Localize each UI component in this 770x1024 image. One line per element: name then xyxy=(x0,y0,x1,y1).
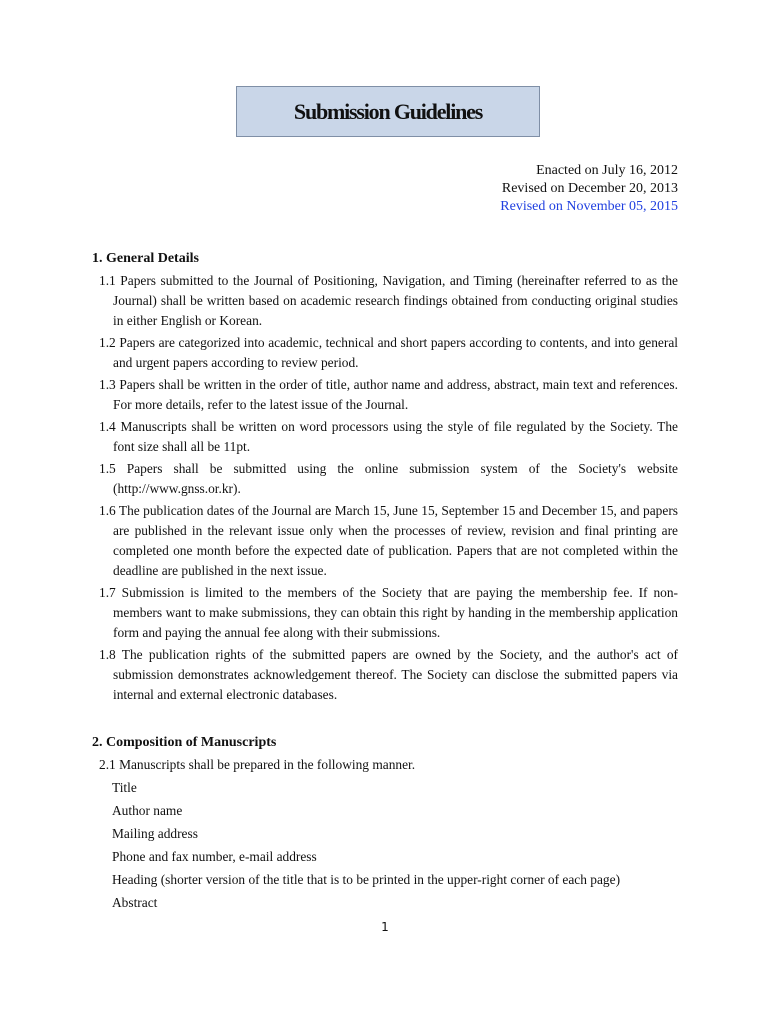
clause-2-1: 2.1 Manuscripts shall be prepared in the following manner. xyxy=(99,757,416,772)
list-item: Heading (shorter version of the title that is to be printed in the upper-right corner of each page) xyxy=(112,872,621,887)
revised-date-2: Revised on November 05, 2015 xyxy=(500,199,678,214)
revised-date-1: Revised on December 20, 2013 xyxy=(501,181,678,196)
title-box xyxy=(236,86,540,137)
page-number: 1 xyxy=(381,920,389,934)
list-item: Abstract xyxy=(112,895,158,910)
clause-1-2: 1.2 Papers are categorized into academic, technical and short papers according to contents, and into general and urgent papers according to review period. xyxy=(99,335,678,370)
enacted-date: Enacted on July 16, 2012 xyxy=(536,163,678,178)
clause-1-5: 1.5 Papers shall be submitted using the online submission system of the Society's website (http://www.gnss.or.kr). xyxy=(99,461,678,496)
document-body xyxy=(92,249,678,916)
section-heading: 2. Composition of Manuscripts xyxy=(92,735,277,750)
section-general-details xyxy=(92,249,678,705)
page-title: Submission Guidelines xyxy=(293,98,483,124)
clause-1-4: 1.4 Manuscripts shall be written on word processors using the style of file regulated by the Society. The font size shall all be 11pt. xyxy=(99,419,678,454)
clause-1-6: 1.6 The publication dates of the Journal are March 15, June 15, September 15 and December 15, and papers are published in the relevant issue only when the processes of review, revision and final printing are completed one month before the expected date of publication. Papers that are not completed within the deadline are published in the next issue. xyxy=(99,503,678,578)
section-spacer xyxy=(92,707,678,733)
list-item: Phone and fax number, e-mail address xyxy=(112,849,317,864)
clause-1-8: 1.8 The publication rights of the submitted papers are owned by the Society, and the author's act of submission demonstrates acknowledgement thereof. The Society can disclose the submitted papers via internal and external electronic databases. xyxy=(99,647,678,702)
section-heading: 1. General Details xyxy=(92,251,199,266)
list-item: Title xyxy=(112,780,137,795)
clause-1-1: 1.1 Papers submitted to the Journal of Positioning, Navigation, and Timing (hereinafter referred to as the Journal) shall be written based on academic research findings obtained from conducting original studies in either English or Korean. xyxy=(99,273,678,328)
list-item: Author name xyxy=(112,803,183,818)
clause-1-7: 1.7 Submission is limited to the members of the Society that are paying the membership fee. If non-members want to make submissions, they can obtain this right by handing in the membership application form and paying the annual fee along with their submissions. xyxy=(99,585,678,640)
section-composition xyxy=(92,733,678,913)
list-item: Mailing address xyxy=(112,826,198,841)
clause-1-3: 1.3 Papers shall be written in the order of title, author name and address, abstract, main text and references. For more details, refer to the latest issue of the Journal. xyxy=(99,377,678,412)
revision-dates xyxy=(500,162,678,216)
